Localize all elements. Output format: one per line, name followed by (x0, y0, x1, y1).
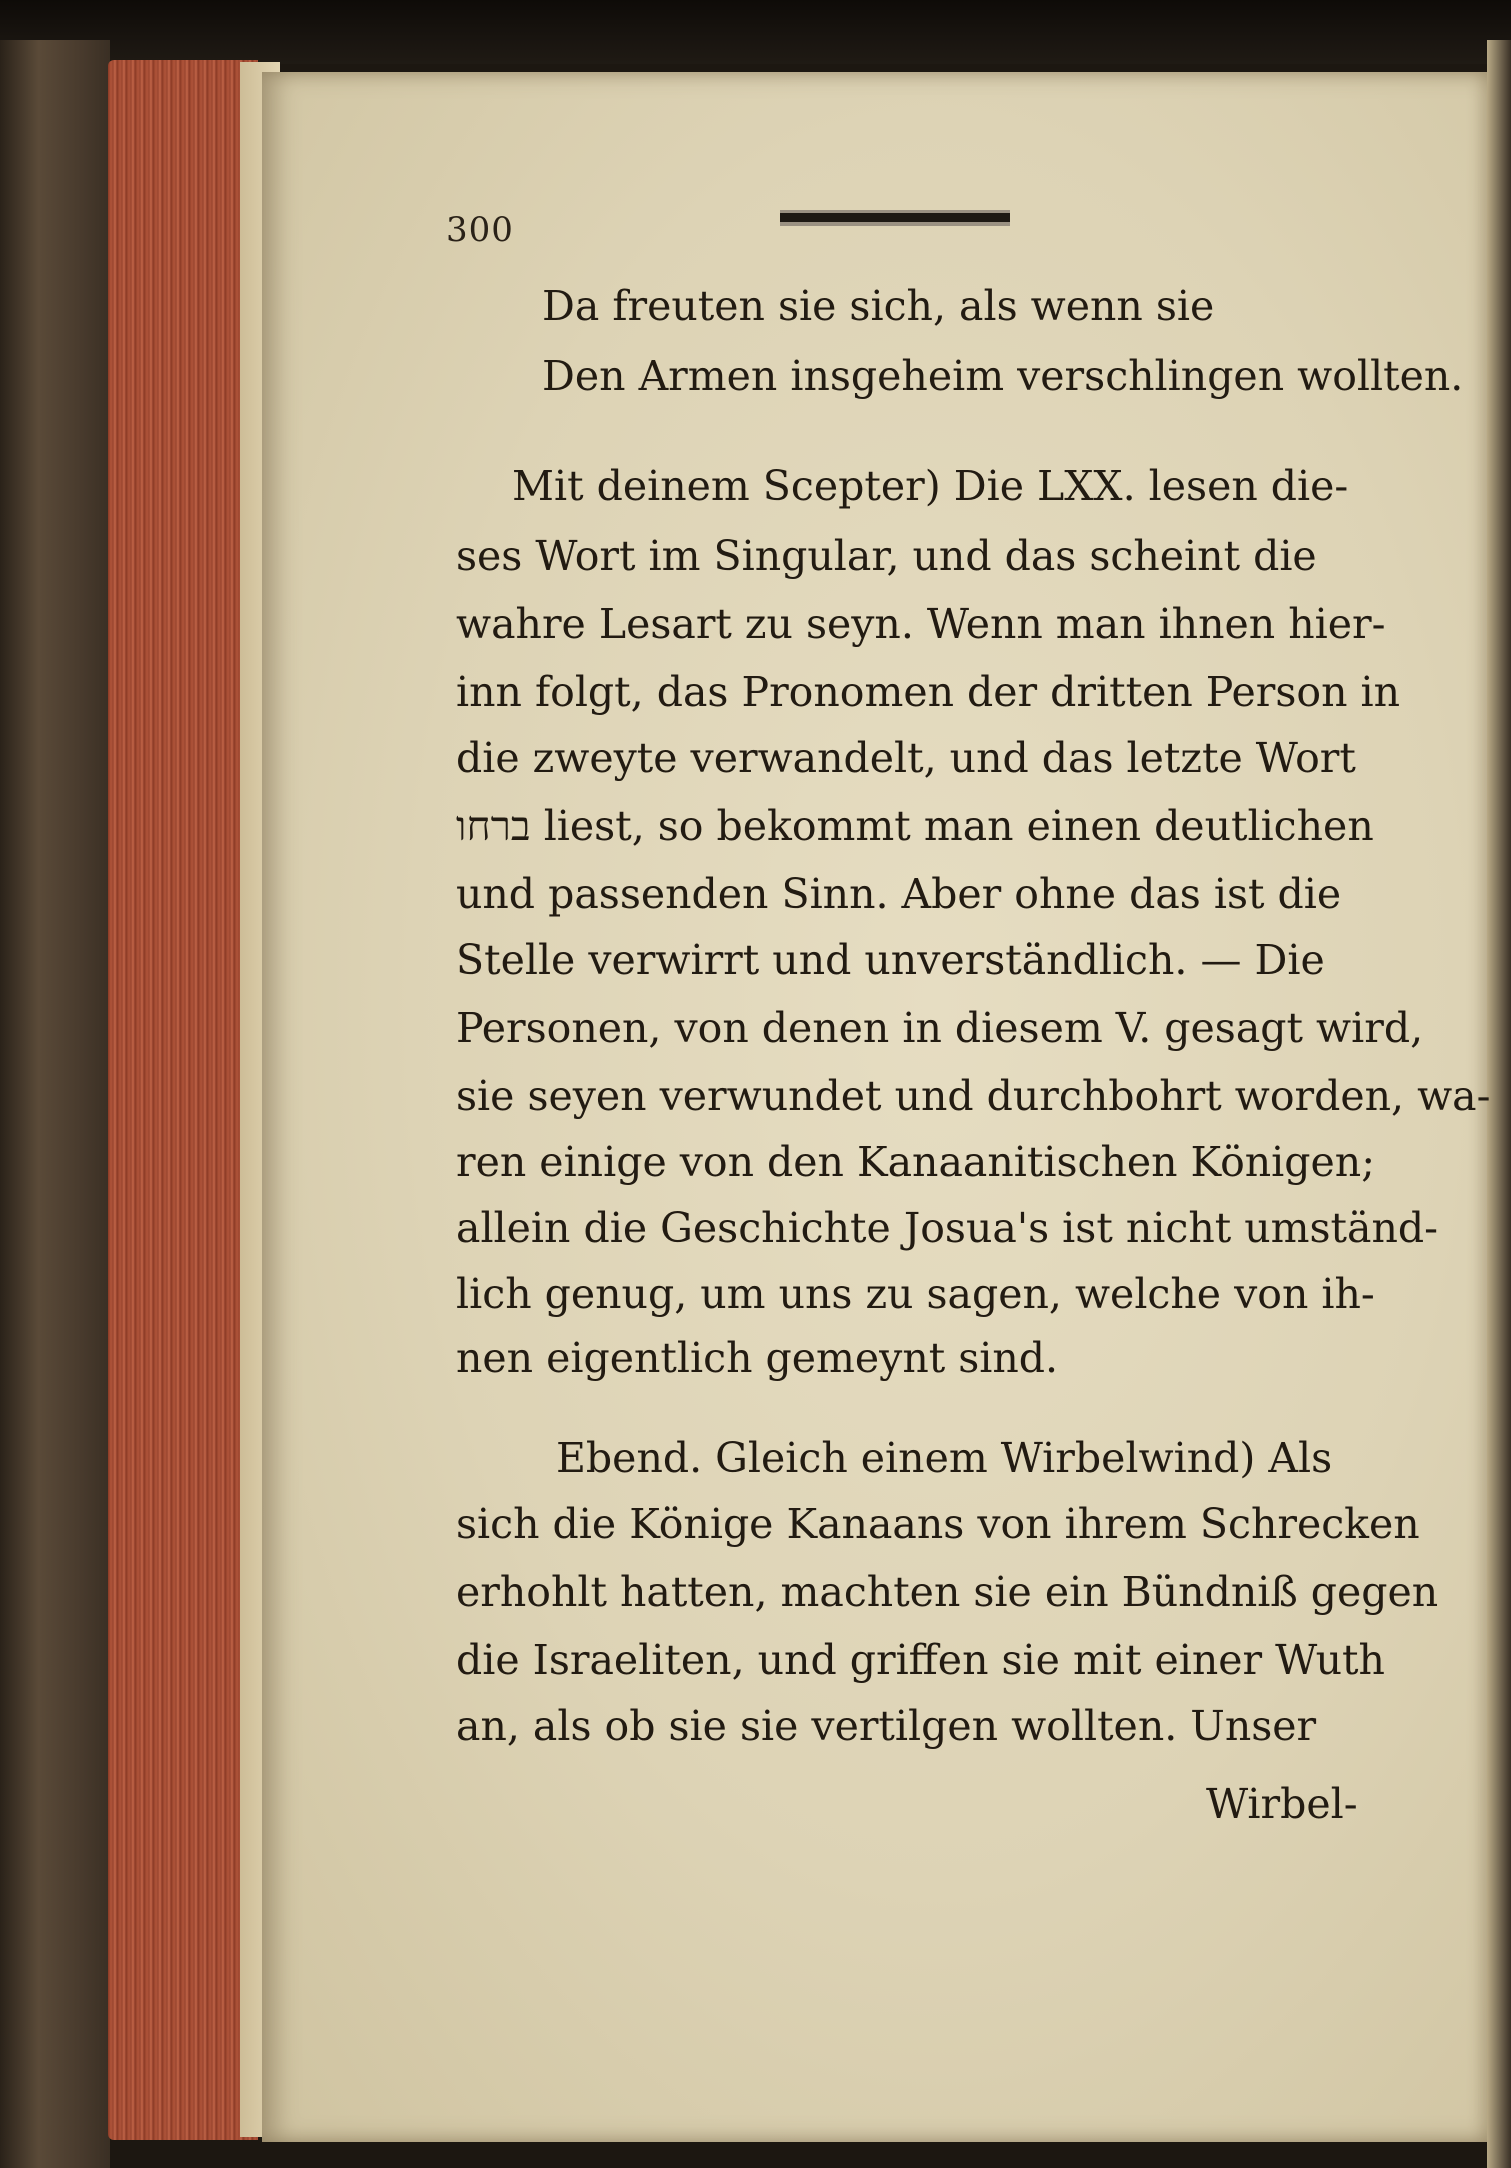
gutter-shadow (1487, 40, 1511, 2168)
paragraph-line: Mit deinem Scepter) Die LXX. lesen die- (512, 462, 1349, 510)
verse-line: Da freuten sie sich, als wenn sie (542, 282, 1215, 330)
paragraph-line: allein die Geschichte Josua's ist nicht umständ- (456, 1204, 1438, 1252)
paragraph-line: wahre Lesart zu seyn. Wenn man ihnen hier- (456, 600, 1386, 648)
paragraph-line: ren einige von den Kanaanitischen Königen; (456, 1138, 1376, 1186)
paragraph-line: die Israeliten, und griffen sie mit einer Wuth (456, 1636, 1385, 1684)
paragraph-line: inn folgt, das Pronomen der dritten Person in (456, 668, 1401, 716)
paragraph-line: sie seyen verwundet und durchbohrt worden, wa- (456, 1072, 1491, 1120)
scan-background (0, 0, 1511, 64)
paragraph-line: ses Wort im Singular, und das scheint die (456, 532, 1317, 580)
paragraph-line: Personen, von denen in diesem V. gesagt wird, (456, 1004, 1424, 1052)
verse-line: Den Armen insgeheim verschlingen wollten. (542, 352, 1464, 400)
paragraph-line: sich die Könige Kanaans von ihrem Schrecken (456, 1500, 1420, 1548)
paragraph-line: an, als ob sie sie vertilgen wollten. Unser (456, 1702, 1317, 1750)
header-rule (780, 210, 1010, 226)
paragraph-line: nen eigentlich gemeynt sind. (456, 1334, 1059, 1382)
page-block-edges (108, 60, 258, 2140)
page-number: 300 (446, 210, 514, 250)
catchword: Wirbel- (1206, 1780, 1358, 1828)
paragraph-line: Stelle verwirrt und unverständlich. — Die (456, 936, 1325, 984)
paragraph-line: Ebend. Gleich einem Wirbelwind) Als (556, 1434, 1333, 1482)
paragraph-line: erhohlt hatten, machten sie ein Bündniß gegen (456, 1568, 1439, 1616)
paragraph-line: ברחו liest, so bekommt man einen deutlichen (456, 802, 1374, 850)
book-cover-edge (0, 40, 110, 2168)
paragraph-line: lich genug, um uns zu sagen, welche von ih- (456, 1270, 1375, 1318)
paragraph-line: und passenden Sinn. Aber ohne das ist die (456, 870, 1342, 918)
paragraph-line: die zweyte verwandelt, und das letzte Wort (456, 734, 1356, 782)
